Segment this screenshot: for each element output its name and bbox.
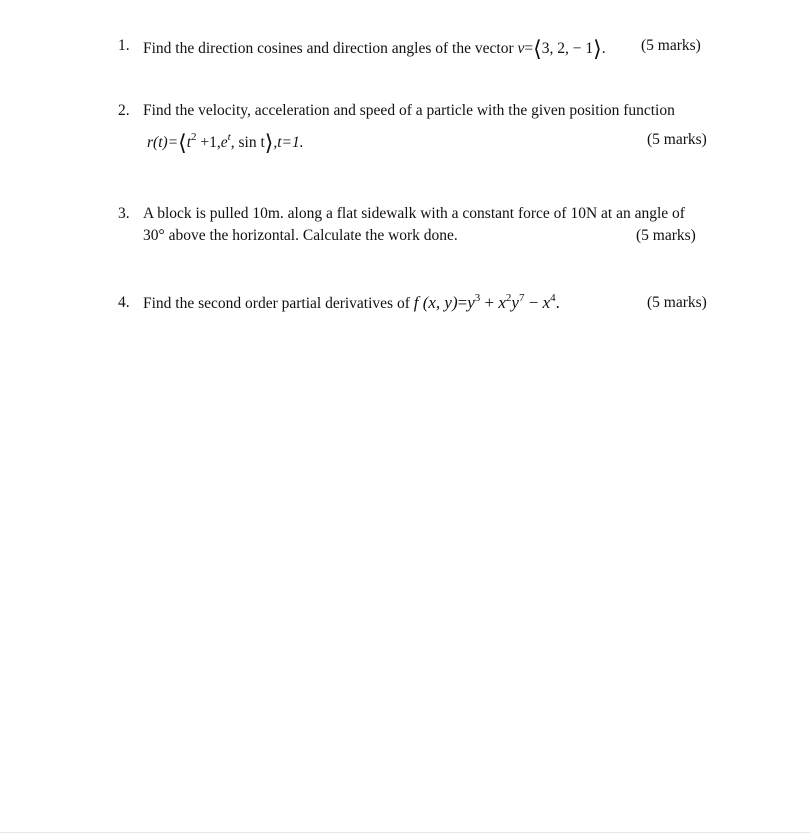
equals-sign: = — [524, 40, 534, 57]
marks-label: (5 marks) — [636, 227, 696, 244]
y-variable: y — [511, 293, 519, 312]
vector-expression — [517, 36, 606, 61]
question-text-continued: 30° above the horizontal. Calculate the work done. — [143, 227, 458, 244]
function-name: f (x, y) — [413, 293, 458, 312]
question-text — [143, 293, 560, 315]
evaluation-point: ,t=1. — [273, 134, 304, 151]
minus-sign: − — [524, 293, 543, 312]
question-number: 1. — [118, 37, 130, 54]
page-bottom-divider — [0, 832, 810, 833]
y-variable: y — [467, 293, 475, 312]
angle-bracket-open: ⟨ — [533, 36, 542, 61]
plus-one: +1, — [200, 134, 221, 151]
t-variable: t — [186, 134, 192, 151]
period: . — [555, 293, 560, 312]
question-text: Find the velocity, acceleration and speed of a particle with the given position function — [143, 102, 675, 119]
position-function — [147, 130, 304, 154]
question-number: 4. — [118, 294, 130, 311]
exponent: 2 — [505, 292, 512, 304]
angle-bracket-open: ⟨ — [178, 130, 187, 155]
plus-sign: + — [480, 293, 499, 312]
exponent: 3 — [474, 292, 481, 304]
question-text-body: Find the second order partial derivatives of — [143, 295, 410, 312]
period: . — [601, 40, 606, 57]
question-number: 3. — [118, 205, 130, 222]
question-number: 2. — [118, 102, 130, 119]
exponent: 4 — [550, 292, 556, 304]
angle-bracket-close: ⟩ — [264, 130, 274, 155]
exponent: t — [227, 131, 231, 143]
marks-label: (5 marks) — [641, 37, 701, 54]
angle-bracket-close: ⟩ — [593, 36, 602, 61]
vector-variable: v — [517, 40, 525, 57]
question-text — [143, 36, 606, 59]
function-lhs: r(t)= — [147, 134, 179, 151]
exponent: 7 — [518, 292, 525, 304]
marks-label: (5 marks) — [647, 294, 707, 311]
exponent: 2 — [191, 131, 197, 143]
vector-components: 3, 2, − 1 — [541, 40, 594, 57]
question-text-body: Find the direction cosines and direction angles of the vector — [143, 40, 514, 57]
e-base: e — [220, 134, 228, 151]
sin-term: , sin t — [230, 134, 265, 151]
equals-sign: = — [457, 293, 468, 312]
x-variable: x — [542, 293, 551, 312]
marks-label: (5 marks) — [647, 131, 707, 148]
x-variable: x — [498, 293, 506, 312]
function-expression — [414, 293, 560, 312]
question-text: A block is pulled 10m. along a flat sidewalk with a constant force of 10N at an angle of — [143, 205, 685, 222]
